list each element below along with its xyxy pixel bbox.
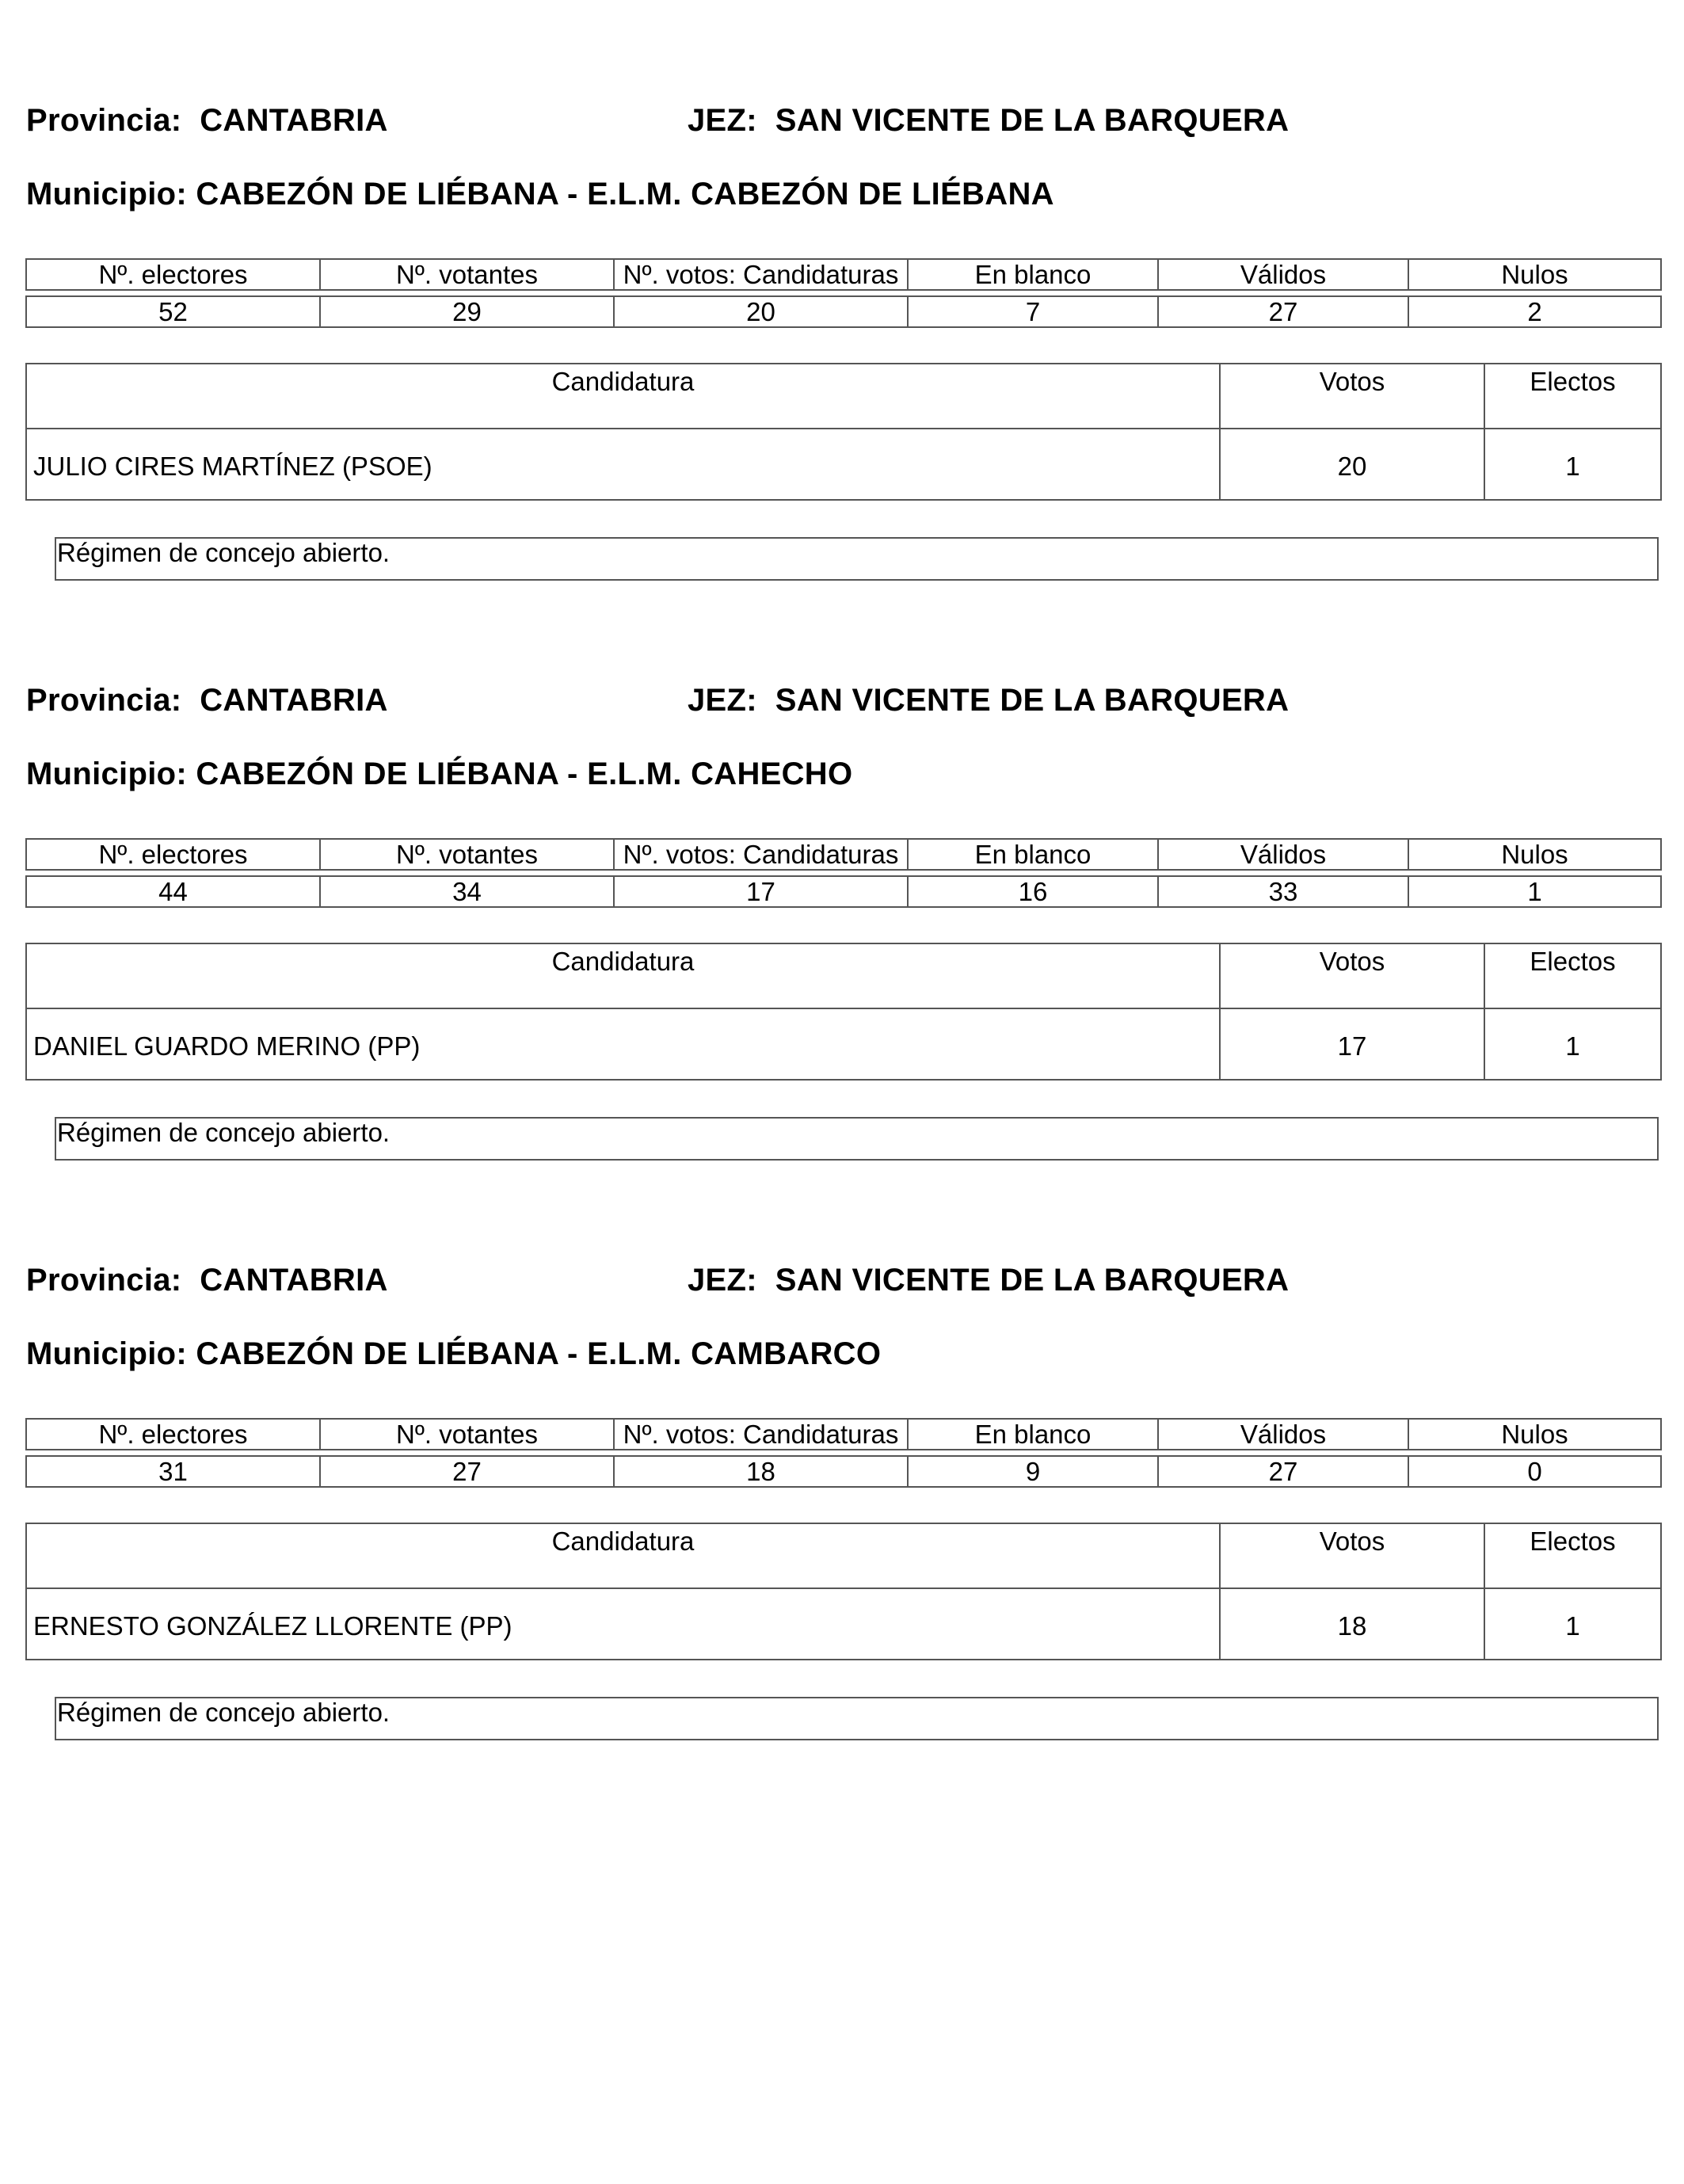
regime-note: Régimen de concejo abierto. <box>55 537 1659 581</box>
stats-header-row <box>26 259 1661 290</box>
regime-note: Régimen de concejo abierto. <box>55 1697 1659 1740</box>
stats-header-cell: Nº. votantes <box>320 259 614 290</box>
stats-value-cell: 0 <box>1408 1456 1661 1487</box>
stats-header-cell: Válidos <box>1158 1419 1408 1450</box>
candidates-table <box>25 363 1662 501</box>
stats-value-cell: 27 <box>320 1456 614 1487</box>
candidatura-header: Candidatura <box>26 943 1220 1008</box>
stats-value-cell: 9 <box>908 1456 1158 1487</box>
jez-label: JEZ: <box>688 103 757 138</box>
candidate-electos: 1 <box>1484 1008 1661 1080</box>
stats-value-cell: 16 <box>908 876 1158 907</box>
candidate-electos: 1 <box>1484 1588 1661 1660</box>
stats-value-cell: 31 <box>26 1456 320 1487</box>
provincia-line <box>26 101 388 139</box>
jez-label: JEZ: <box>688 683 757 718</box>
stats-value-cell: 34 <box>320 876 614 907</box>
stats-value-cell: 17 <box>614 876 908 907</box>
jez-line <box>688 1261 1289 1299</box>
regime-note: Régimen de concejo abierto. <box>55 1117 1659 1161</box>
candidates-header-row <box>26 943 1661 1008</box>
stats-header-cell: Nº. electores <box>26 1419 320 1450</box>
electos-header: Electos <box>1484 364 1661 429</box>
stats-header-cell: Válidos <box>1158 259 1408 290</box>
provincia-label: Provincia: <box>26 103 182 138</box>
provincia-value: CANTABRIA <box>200 103 388 138</box>
candidates-header-row <box>26 1523 1661 1588</box>
stats-header-row <box>26 1419 1661 1450</box>
stats-header-cell: Nº. votos: Candidaturas <box>614 259 908 290</box>
provincia-label: Provincia: <box>26 683 182 718</box>
candidate-votos: 18 <box>1220 1588 1484 1660</box>
candidate-name: ERNESTO GONZÁLEZ LLORENTE (PP) <box>26 1588 1220 1660</box>
electos-header: Electos <box>1484 943 1661 1008</box>
provincia-value: CANTABRIA <box>200 1263 388 1298</box>
stats-value-cell: 33 <box>1158 876 1408 907</box>
stats-table <box>25 838 1662 908</box>
candidatura-header: Candidatura <box>26 1523 1220 1588</box>
stats-value-row <box>26 876 1661 907</box>
stats-header-cell: Nº. votos: Candidaturas <box>614 1419 908 1450</box>
votos-header: Votos <box>1220 943 1484 1008</box>
stats-value-cell: 18 <box>614 1456 908 1487</box>
stats-header-cell: Nº. votantes <box>320 839 614 870</box>
candidatura-header: Candidatura <box>26 364 1220 429</box>
stats-header-cell: Nulos <box>1408 839 1661 870</box>
candidate-row <box>26 1008 1661 1080</box>
jez-line <box>688 681 1289 719</box>
stats-header-cell: Válidos <box>1158 839 1408 870</box>
candidate-votos: 20 <box>1220 429 1484 500</box>
candidate-electos: 1 <box>1484 429 1661 500</box>
stats-header-row <box>26 839 1661 870</box>
result-section <box>0 1160 1684 1727</box>
municipio-label: Municipio: <box>26 1336 187 1371</box>
candidate-name: JULIO CIRES MARTÍNEZ (PSOE) <box>26 429 1220 500</box>
provincia-line <box>26 681 388 719</box>
municipio-line <box>26 755 852 793</box>
stats-table <box>25 1418 1662 1488</box>
result-section <box>0 0 1684 567</box>
stats-header-cell: Nulos <box>1408 259 1661 290</box>
stats-value-cell: 44 <box>26 876 320 907</box>
stats-value-cell: 27 <box>1158 296 1408 327</box>
stats-header-cell: En blanco <box>908 1419 1158 1450</box>
stats-value-cell: 20 <box>614 296 908 327</box>
municipio-value: CABEZÓN DE LIÉBANA - E.L.M. CABEZÓN DE LIÉBANA <box>196 177 1054 212</box>
provincia-value: CANTABRIA <box>200 683 388 718</box>
stats-value-cell: 29 <box>320 296 614 327</box>
candidate-row <box>26 1588 1661 1660</box>
municipio-label: Municipio: <box>26 757 187 791</box>
municipio-line <box>26 175 1054 213</box>
stats-header-cell: En blanco <box>908 839 1158 870</box>
provincia-label: Provincia: <box>26 1263 182 1298</box>
stats-value-cell: 27 <box>1158 1456 1408 1487</box>
municipio-line <box>26 1335 881 1373</box>
votos-header: Votos <box>1220 364 1484 429</box>
stats-header-cell: Nº. votos: Candidaturas <box>614 839 908 870</box>
candidate-name: DANIEL GUARDO MERINO (PP) <box>26 1008 1220 1080</box>
jez-label: JEZ: <box>688 1263 757 1298</box>
stats-header-cell: Nº. electores <box>26 259 320 290</box>
candidate-votos: 17 <box>1220 1008 1484 1080</box>
stats-value-cell: 1 <box>1408 876 1661 907</box>
candidates-table <box>25 943 1662 1081</box>
votos-header: Votos <box>1220 1523 1484 1588</box>
candidate-row <box>26 429 1661 500</box>
result-section <box>0 580 1684 1147</box>
stats-header-cell: Nº. votantes <box>320 1419 614 1450</box>
jez-value: SAN VICENTE DE LA BARQUERA <box>775 103 1290 138</box>
stats-table <box>25 258 1662 328</box>
stats-value-cell: 52 <box>26 296 320 327</box>
jez-value: SAN VICENTE DE LA BARQUERA <box>775 1263 1290 1298</box>
stats-value-cell: 7 <box>908 296 1158 327</box>
municipio-value: CABEZÓN DE LIÉBANA - E.L.M. CAMBARCO <box>196 1336 882 1371</box>
stats-value-cell: 2 <box>1408 296 1661 327</box>
jez-value: SAN VICENTE DE LA BARQUERA <box>775 683 1290 718</box>
stats-header-cell: Nulos <box>1408 1419 1661 1450</box>
municipio-value: CABEZÓN DE LIÉBANA - E.L.M. CAHECHO <box>196 757 853 791</box>
stats-value-row <box>26 296 1661 327</box>
candidates-table <box>25 1523 1662 1660</box>
stats-value-row <box>26 1456 1661 1487</box>
jez-line <box>688 101 1289 139</box>
candidates-header-row <box>26 364 1661 429</box>
provincia-line <box>26 1261 388 1299</box>
municipio-label: Municipio: <box>26 177 187 212</box>
stats-header-cell: Nº. electores <box>26 839 320 870</box>
electos-header: Electos <box>1484 1523 1661 1588</box>
stats-header-cell: En blanco <box>908 259 1158 290</box>
